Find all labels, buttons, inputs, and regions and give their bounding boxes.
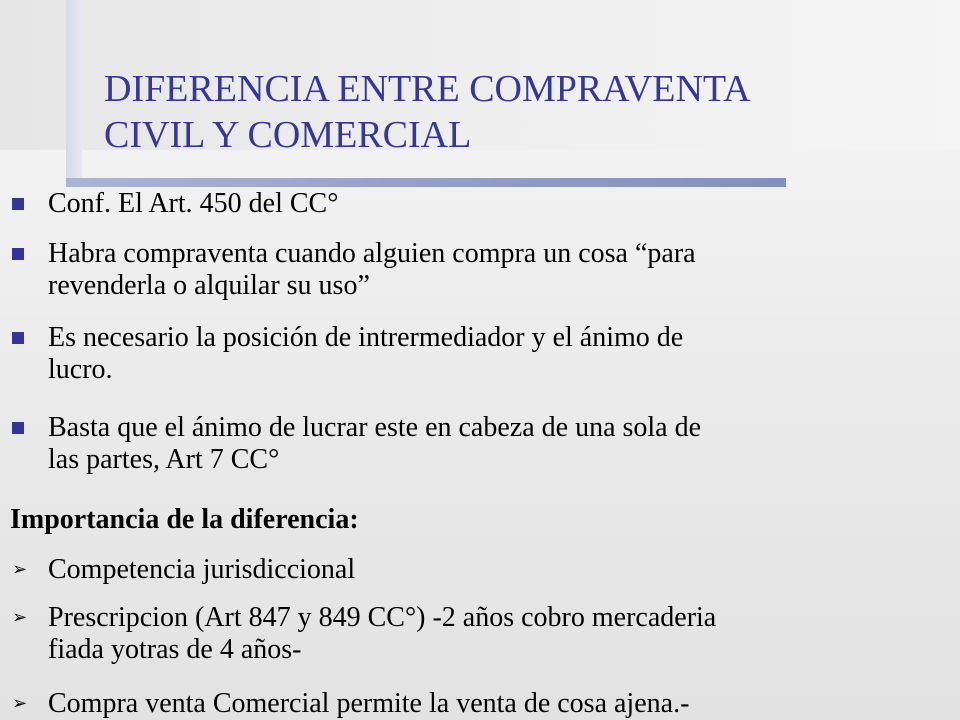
bullet-text: Conf. El Art. 450 del CC° <box>48 188 339 219</box>
square-bullet-icon <box>12 422 24 434</box>
bullet-text-line: Basta que el ánimo de lucrar este en cabeza de una sola de <box>48 412 702 443</box>
bullet-text-line: lucro. <box>48 354 113 385</box>
slide-title <box>104 66 751 158</box>
bullet-item <box>48 412 943 476</box>
arrow-item <box>12 688 943 720</box>
bullet-item <box>48 322 943 386</box>
arrow-item-text-line: Prescripcion (Art 847 y 849 CC°) -2 años cobro mercaderia <box>48 602 717 633</box>
square-bullet-icon <box>12 198 24 210</box>
bullet-text-line: Es necesario la posición de intrermediador y el ánimo de <box>48 322 684 353</box>
arrow-item <box>12 602 943 666</box>
arrow-item <box>12 554 943 586</box>
arrow-bullet-icon: ➢ <box>12 607 28 628</box>
arrow-bullet-icon: ➢ <box>12 693 28 714</box>
square-bullet-icon <box>12 248 24 260</box>
bullet-item <box>48 188 943 220</box>
accent-vertical-bar <box>66 0 82 183</box>
bullet-item <box>48 238 943 302</box>
bullet-text-line: las partes, Art 7 CC° <box>48 444 280 475</box>
bullet-text-line: Habra compraventa cuando alguien compra un cosa “para <box>48 238 696 269</box>
arrow-item-text-line: fiada yotras de 4 años- <box>48 634 302 665</box>
title-line-1: DIFERENCIA ENTRE COMPRAVENTA <box>104 68 751 110</box>
bullet-text-line: revenderla o alquilar su uso” <box>48 270 370 301</box>
title-line-2: CIVIL Y COMERCIAL <box>104 114 472 156</box>
square-bullet-icon <box>12 332 24 344</box>
arrow-bullet-icon: ➢ <box>12 559 28 580</box>
arrow-item-text: Compra venta Comercial permite la venta de cosa ajena.- <box>48 688 690 719</box>
accent-horizontal-bar <box>66 178 786 187</box>
section-subheading: Importancia de la diferencia: <box>10 504 359 535</box>
arrow-item-text: Competencia jurisdiccional <box>48 554 356 585</box>
